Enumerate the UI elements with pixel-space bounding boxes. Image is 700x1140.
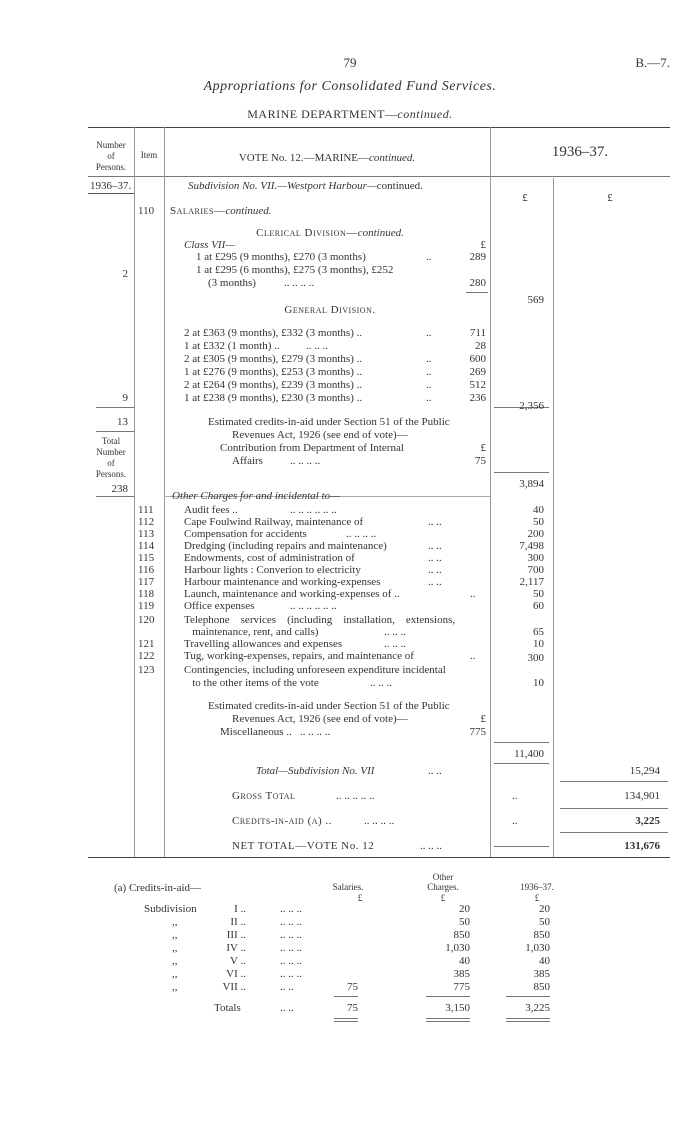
page-title: Appropriations for Consolidated Fund Services. [203, 79, 497, 94]
footnote-total: 40 [539, 955, 550, 967]
footnote-other: 40 [459, 955, 470, 967]
clerical-row-amount: 280 [469, 277, 486, 289]
total-label-line: Persons. [95, 469, 127, 479]
item-number: 112 [138, 516, 155, 528]
item-amount: 2,117 [519, 576, 544, 588]
footnote-totals-dots: .. .. [280, 1002, 294, 1014]
credits-misc-line1: Estimated credits-in-aid under Section 51 of the Public [208, 700, 450, 712]
item-number: 116 [138, 564, 155, 576]
credits-total-mid-dots: .. [512, 815, 518, 827]
item-dots: .. .. .. .. .. .. [290, 504, 337, 516]
persons-subtotal: 13 [117, 416, 128, 428]
footnote-salaries: 75 [347, 981, 358, 993]
department-main: MARINE DEPARTMENT— [247, 107, 398, 121]
footnote-other: 850 [453, 929, 470, 941]
footnote-total: 385 [533, 968, 550, 980]
general-row-amount: 512 [469, 379, 486, 391]
col-header-persons-line: Number [96, 140, 126, 150]
item-text: Harbour lights : Converion to electricity [184, 564, 361, 576]
item-number: 119 [138, 600, 155, 612]
salaries-sum-rule [494, 472, 549, 473]
credits-salaries-line1: Estimated credits-in-aid under Section 51 of the Public [208, 416, 450, 428]
footnote-header-year: 1936–37. [520, 882, 554, 892]
general-row-amount: 269 [469, 366, 486, 378]
net-total-dots: .. .. .. [420, 840, 442, 852]
footnote-total: 850 [533, 929, 550, 941]
clerical-row-amount: 289 [469, 251, 486, 263]
footnote-ditto: ,, [172, 955, 178, 967]
item-dots: .. .. [428, 552, 442, 564]
department-continued: continued. [397, 107, 453, 121]
persons-year: 1936–37. [90, 180, 132, 192]
item-number: 123 [138, 664, 155, 676]
footnote-roman: VI .. [226, 968, 246, 980]
footnote-double-rule-total-2 [506, 1021, 550, 1022]
col-header-item: Item [140, 150, 158, 160]
subdivision-total-dots: .. .. [428, 765, 442, 777]
item-number: 111 [138, 504, 154, 516]
item-text: Office expenses [184, 600, 255, 612]
footnote-total: 1,030 [525, 942, 550, 954]
col-header-vote [164, 152, 490, 165]
footnote-header-salaries-pound: £ [357, 893, 363, 903]
credits-misc-pound: £ [480, 713, 486, 725]
general-row-text: 1 at £332 (1 month) .. [184, 340, 280, 352]
general-row-dots: .. .. .. [306, 340, 328, 352]
clerical-main: Clerical Division— [256, 227, 358, 239]
footnote-dots: .. .. .. [280, 955, 302, 967]
footnote-ditto: ,, [172, 942, 178, 954]
credits-total-rule [560, 832, 668, 833]
footnote-other: 50 [459, 916, 470, 928]
total-label-line: Total [101, 436, 121, 446]
footnote-header-salaries: Salaries. [332, 882, 364, 892]
item-dots: .. .. .. [384, 626, 406, 638]
footnote-header-other-2: Charges. [427, 882, 459, 892]
credits-total-amount: 3,225 [635, 815, 660, 827]
class-pound: £ [480, 239, 486, 251]
item-number: 114 [138, 540, 155, 552]
item-dots: .. .. [428, 540, 442, 552]
footnote-total: 50 [539, 916, 550, 928]
footnote-ditto: ,, [172, 916, 178, 928]
footnote-totals-label: Totals [214, 1002, 241, 1014]
item-dots: .. .. .. .. .. .. [290, 600, 337, 612]
credits-salaries-dots: .. .. .. .. [290, 455, 321, 467]
footnote-total: 20 [539, 903, 550, 915]
subdivision-total-label: Total—Subdivision No. VII [256, 765, 375, 777]
persons-final-rule [96, 496, 134, 497]
col-header-persons-line: Persons. [95, 162, 127, 172]
salaries-main: Salaries— [170, 205, 226, 217]
general-row-amount: 236 [469, 392, 486, 404]
persons-general: 9 [122, 392, 128, 404]
item-amount: 65 [533, 626, 544, 638]
clerical-row-dots: .. .. .. .. [284, 277, 315, 289]
credits-misc-line2: Revenues Act, 1926 (see end of vote)— [232, 713, 408, 725]
footnote-roman: VII .. [222, 981, 246, 993]
item-text: Dredging (including repairs and maintenance) [184, 540, 387, 552]
footnote-header-year-pound: £ [534, 893, 540, 903]
persons-total: 238 [111, 483, 128, 495]
item-110: 110 [138, 205, 155, 217]
item-number: 117 [138, 576, 155, 588]
item-amount: 300 [527, 552, 544, 564]
clerical-row-dots: .. [426, 251, 432, 263]
other-sum-rule [494, 742, 549, 743]
footnote-dots: .. .. .. [280, 903, 302, 915]
subdivision-total-rule [560, 781, 668, 782]
general-row-text: 2 at £363 (9 months), £332 (3 months) .. [184, 327, 363, 339]
item-text: Compensation for accidents [184, 528, 307, 540]
footnote-double-rule-other [426, 1018, 470, 1019]
credits-salaries-amount: 75 [475, 455, 486, 467]
item-amount: 10 [533, 638, 544, 650]
footnote-dots: .. .. .. [280, 929, 302, 941]
footnote-double-rule-salaries [334, 1018, 358, 1019]
item-text: Harbour maintenance and working-expenses [184, 576, 381, 588]
item-amount: 700 [527, 564, 544, 576]
footnote-other: 385 [453, 968, 470, 980]
item-number: 121 [138, 638, 155, 650]
clerical-total: 569 [527, 294, 544, 306]
class-heading: Class VII— [184, 239, 236, 251]
general-heading: General Division. [284, 304, 376, 316]
other-total: 11,400 [514, 748, 544, 760]
item-text: Cape Foulwind Railway, maintenance of [184, 516, 364, 528]
page-number: 79 [343, 55, 357, 70]
clerical-sum-rule [466, 292, 488, 293]
general-row-dots: .. [426, 353, 432, 365]
footnote-double-rule-salaries-2 [334, 1021, 358, 1022]
footnote-roman: V .. [230, 955, 246, 967]
gross-total-dots: .. .. .. .. .. [336, 790, 375, 802]
footnote-other: 20 [459, 903, 470, 915]
item-amount: 60 [533, 600, 544, 612]
subdivision-lead: Subdivision No. VII.—Westport Harbour— [188, 180, 377, 192]
total-label-line: of [107, 458, 115, 468]
total-label-line: Number [96, 447, 126, 457]
footnote-roman: III .. [226, 929, 246, 941]
persons-total-rule [96, 431, 134, 432]
item-text: Launch, maintenance and working-expenses of .. [184, 588, 400, 600]
footnote-double-rule-total [506, 1018, 550, 1019]
credits-misc-line3: Miscellaneous .. [220, 726, 292, 738]
general-row-dots: .. [426, 379, 432, 391]
credits-salaries-line4: Affairs [232, 455, 263, 467]
clerical-row-text: 1 at £295 (9 months), £270 (3 months) [196, 251, 366, 263]
item-dots: .. .. .. [370, 677, 392, 689]
general-row-amount: 600 [469, 353, 486, 365]
footnote-other: 775 [453, 981, 470, 993]
general-row-amount: 711 [469, 327, 486, 339]
salaries-heading [170, 205, 272, 218]
item-dots: .. .. .. [384, 638, 406, 650]
general-row-text: 2 at £264 (9 months), £239 (3 months) .. [184, 379, 363, 391]
salaries-total: 3,894 [519, 478, 544, 490]
salaries-continued: continued. [225, 205, 272, 217]
general-row-amount: 28 [475, 340, 486, 352]
item-text: Endowments, cost of administration of [184, 552, 355, 564]
footnote-roman: IV .. [226, 942, 246, 954]
credits-total-label [232, 815, 332, 828]
item-text: Travelling allowances and expenses [184, 638, 343, 650]
item-text: Tug, working-expenses, repairs, and maintenance of [184, 650, 414, 662]
gross-total-rule [560, 808, 668, 809]
credits-misc-dots: .. .. .. .. [300, 726, 331, 738]
persons-total-label [88, 436, 134, 480]
footnote-double-rule-other-2 [426, 1021, 470, 1022]
footnote-totals-salaries: 75 [347, 1002, 358, 1014]
item-number: 113 [138, 528, 155, 540]
item-text: Telephone services (including installation, extensions, [184, 614, 456, 626]
item-amount: 50 [533, 516, 544, 528]
general-row-text: 1 at £238 (9 months), £230 (3 months) .. [184, 392, 363, 404]
item-dots: .. .. [428, 576, 442, 588]
footnote-title: (a) Credits-in-aid— [114, 882, 202, 894]
clerical-row-text: (3 months) [208, 277, 256, 289]
item-text: to the other items of the vote [184, 677, 319, 689]
header-rule [88, 176, 490, 177]
col-divider-amount1 [490, 127, 491, 857]
footnote-totals-total: 3,225 [525, 1002, 550, 1014]
footnote-totals-other: 3,150 [445, 1002, 470, 1014]
gross-total-amount: 134,901 [624, 790, 660, 802]
net-total-dash [494, 846, 549, 847]
pound-sign-col1: £ [522, 192, 528, 204]
footnote-ditto: ,, [172, 929, 178, 941]
subdivision-continued: continued. [376, 180, 423, 192]
general-row-text: 1 at £276 (9 months), £253 (3 months) .. [184, 366, 363, 378]
pound-sign-col2: £ [607, 192, 613, 204]
col-divider-persons [134, 127, 135, 857]
vote-main: VOTE No. 12.—MARINE— [238, 152, 370, 164]
other-total-rule [494, 763, 549, 764]
credits-salaries-line2: Revenues Act, 1926 (see end of vote)— [232, 429, 408, 441]
gross-total-mid-dots: .. [512, 790, 518, 802]
table-bottom-rule [88, 857, 670, 858]
item-amount: 50 [533, 588, 544, 600]
credits-salaries-pound: £ [480, 442, 486, 454]
table-top-rule [88, 127, 670, 128]
credits-salaries-line3: Contribution from Department of Internal [220, 442, 404, 454]
item-dots: .. .. [428, 516, 442, 528]
clerical-row-text: 1 at £295 (6 months), £275 (3 months), £252 [196, 264, 394, 276]
credits-total-text: Credits-in-aid (a) .. [232, 815, 332, 827]
other-charges-heading: Other Charges for and incidental to— [172, 490, 340, 502]
col-divider-amount2 [553, 178, 554, 857]
subdivision-total-amount: 15,294 [629, 765, 660, 777]
persons-sum-rule [96, 407, 134, 408]
clerical-continued: continued. [357, 227, 404, 239]
subdivision-heading [188, 180, 423, 193]
net-total-label: NET TOTAL—VOTE No. 12 [232, 840, 375, 852]
item-number: 118 [138, 588, 155, 600]
col-divider-item [164, 127, 165, 857]
item-dots: .. [470, 650, 476, 662]
item-amount: 10 [533, 677, 544, 689]
footnote-rule-other [426, 996, 470, 997]
general-row-text: 2 at £305 (9 months), £279 (3 months) .. [184, 353, 363, 365]
department-heading [170, 108, 530, 121]
footnote-rule-total [506, 996, 550, 997]
item-amount: 300 [527, 652, 544, 664]
item-dots: .. [470, 588, 476, 600]
persons-clerical: 2 [122, 268, 128, 280]
persons-year-rule [88, 193, 134, 194]
item-text: maintenance, rent, and calls) [184, 626, 319, 638]
credits-misc-amount: 775 [469, 726, 486, 738]
footnote-dots: .. .. [280, 981, 294, 993]
footnote-other: 1,030 [445, 942, 470, 954]
footnote-roman: II .. [230, 916, 246, 928]
col-header-year: 1936–37. [551, 144, 609, 160]
footnote-ditto: ,, [172, 968, 178, 980]
net-total-amount: 131,676 [624, 840, 660, 852]
header-rule-right [490, 176, 670, 177]
footnote-rule-salaries [334, 996, 358, 997]
document-reference: B.—7. [635, 55, 670, 70]
item-dots: .. .. .. .. [346, 528, 377, 540]
general-total: 2,356 [519, 400, 544, 412]
item-number: 120 [138, 614, 155, 626]
credits-total-dots: .. .. .. .. [364, 815, 395, 827]
gross-total-label: Gross Total [232, 790, 296, 802]
footnote-dots: .. .. .. [280, 942, 302, 954]
item-text: Contingencies, including unforeseen expenditure incidental [184, 664, 446, 676]
general-row-dots: .. [426, 392, 432, 404]
footnote-header-other-1: Other [432, 872, 454, 882]
item-amount: 200 [527, 528, 544, 540]
item-number: 115 [138, 552, 155, 564]
item-text: Audit fees .. [184, 504, 238, 516]
footnote-ditto: ,, [172, 981, 178, 993]
vote-continued: continued. [369, 152, 416, 164]
general-row-dots: .. [426, 327, 432, 339]
item-amount: 40 [533, 504, 544, 516]
general-row-dots: .. [426, 366, 432, 378]
col-header-persons [88, 140, 134, 173]
col-header-persons-line: of [107, 151, 115, 161]
footnote-lead: Subdivision [144, 903, 197, 915]
footnote-header-other-pound: £ [440, 893, 446, 903]
item-amount: 7,498 [519, 540, 544, 552]
item-dots: .. .. [428, 564, 442, 576]
item-number: 122 [138, 650, 155, 662]
footnote-dots: .. .. .. [280, 968, 302, 980]
footnote-total: 850 [533, 981, 550, 993]
footnote-roman: I .. [234, 903, 246, 915]
footnote-dots: .. .. .. [280, 916, 302, 928]
